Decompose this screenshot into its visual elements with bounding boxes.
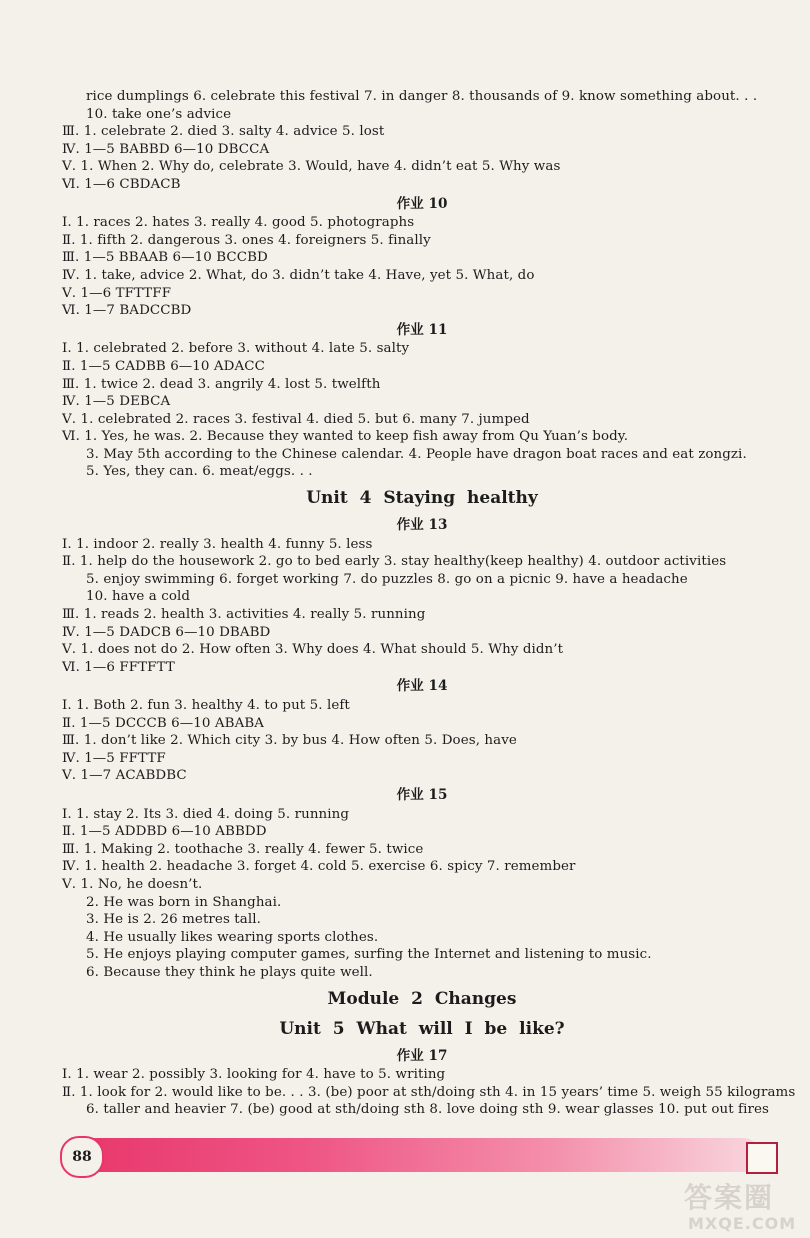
answer-line: Ⅰ. 1. races 2. hates 3. really 4. good 5. photographs [62,215,415,231]
answer-line: Ⅰ. 1. celebrated 2. before 3. without 4. late 5. salty [62,341,410,357]
answer-line: Ⅳ. 1—5 DEBCA [62,394,171,410]
answer-line: 3. He is 2. 26 metres tall. [86,912,261,928]
answer-line: Ⅵ. 1—6 FFTFTT [62,659,175,675]
watermark-logo: 答案圈 [684,1181,775,1214]
answer-line: Ⅱ. 1—5 CADBB 6—10 ADACC [62,358,265,374]
answer-line: Ⅴ. 1. No, he doesn’t. [62,876,203,892]
answer-line: Ⅵ. 1. Yes, he was. 2. Because they wanted to keep fish away from Qu Yuan’s body. [62,429,629,445]
answer-line: Ⅳ. 1—5 FFTTF [62,750,166,766]
answer-line: Ⅵ. 1—7 BADCCBD [62,303,192,319]
answer-line: 6. Because they think he plays quite well. [86,964,373,980]
answer-line: Ⅲ. 1. Making 2. toothache 3. really 4. fewer 5. twice [62,841,424,857]
answer-line: 5. enjoy swimming 6. forget working 7. do puzzles 8. go on a picnic 9. have a headache [86,571,688,587]
answer-line: Ⅴ. 1. celebrated 2. races 3. festival 4. died 5. but 6. many 7. jumped [62,411,530,427]
unit-heading: Unit 4 Staying healthy [306,488,538,509]
homework-heading: 作业 17 [396,1047,448,1064]
answer-line: Ⅱ. 1. fifth 2. dangerous 3. ones 4. foreigners 5. finally [62,232,431,248]
answer-line: rice dumplings 6. celebrate this festival 7. in danger 8. thousands of 9. know something about. . . [86,89,758,104]
homework-heading: 作业 11 [396,321,448,338]
answer-line: Ⅱ. 1—5 ADDBD 6—10 ABBDD [62,824,267,840]
answer-line: 6. taller and heavier 7. (be) good at sth/doing sth 8. love doing sth 9. wear glasses 10. put out fires [86,1102,769,1118]
answer-line: Ⅰ. 1. indoor 2. really 3. health 4. funny 5. less [62,536,373,552]
answer-line: Ⅰ. 1. stay 2. Its 3. died 4. doing 5. running [62,806,350,822]
answer-line: 2. He was born in Shanghai. [86,894,282,910]
answer-line: Ⅰ. 1. Both 2. fun 3. healthy 4. to put 5. left [62,698,350,713]
homework-heading: 作业 14 [396,678,448,695]
answer-line: Ⅲ. 1. twice 2. dead 3. angrily 4. lost 5. twelfth [62,376,381,392]
answer-line: Ⅳ. 1—5 BABBD 6—10 DBCCA [62,141,270,157]
homework-heading: 作业 10 [396,195,448,212]
checkbox-icon [746,1142,778,1174]
answer-line: Ⅴ. 1. does not do 2. How often 3. Why does 4. What should 5. Why didn’t [62,642,564,658]
answer-line: Ⅴ. 1—7 ACABDBC [62,768,187,784]
watermark-text: MXQE.COM [688,1214,797,1233]
answer-line: 3. May 5th according to the Chinese calendar. 4. People have dragon boat races and eat zongzi. [86,446,747,462]
answer-line: 10. have a cold [86,589,191,605]
unit-heading: Unit 5 What will I be like? [279,1018,565,1039]
homework-heading: 作业 15 [396,786,448,803]
answer-line: Ⅱ. 1—5 DCCCB 6—10 ABABA [62,715,265,731]
page-number: 88 [60,1136,104,1178]
homework-heading: 作业 13 [396,517,448,534]
answer-line: 5. He enjoys playing computer games, surfing the Internet and listening to music. [86,947,652,963]
answer-line: Ⅲ. 1. reads 2. health 3. activities 4. really 5. running [62,607,426,623]
answer-line: Ⅱ. 1. help do the housework 2. go to bed early 3. stay healthy(keep healthy) 4. outdoor activities [62,554,727,570]
answer-line: Ⅲ. 1. celebrate 2. died 3. salty 4. advice 5. lost [62,124,385,140]
answer-line: Ⅴ. 1—6 TFTTFF [62,285,172,301]
answer-line: Ⅵ. 1—6 CBDACB [62,176,181,192]
answer-line: 4. He usually likes wearing sports clothes. [86,929,379,945]
answer-line: Ⅳ. 1—5 DADCB 6—10 DBABD [62,624,271,640]
footer-bar [60,1138,760,1172]
answer-line: Ⅱ. 1. look for 2. would like to be. . . 3. (be) poor at sth/doing sth 4. in 15 years’ time 5. weigh 55 kilograms [62,1084,796,1100]
answer-line: Ⅴ. 1. When 2. Why do, celebrate 3. Would, have 4. didn’t eat 5. Why was [62,159,561,175]
answer-line: Ⅲ. 1—5 BBAAB 6—10 BCCBD [62,250,268,266]
answer-line: Ⅳ. 1. health 2. headache 3. forget 4. cold 5. exercise 6. spicy 7. remember [62,859,576,875]
answer-content [62,88,796,1119]
answer-line: Ⅲ. 1. don’t like 2. Which city 3. by bus 4. How often 5. Does, have [62,733,517,749]
answer-line: 5. Yes, they can. 6. meat/eggs. . . [86,464,313,480]
answer-line: Ⅳ. 1. take, advice 2. What, do 3. didn’t take 4. Have, yet 5. What, do [62,267,535,283]
answer-line: Ⅰ. 1. wear 2. possibly 3. looking for 4. have to 5. writing [62,1067,446,1083]
unit-heading: Module 2 Changes [327,988,517,1009]
answer-line: 10. take one’s advice [86,106,232,122]
